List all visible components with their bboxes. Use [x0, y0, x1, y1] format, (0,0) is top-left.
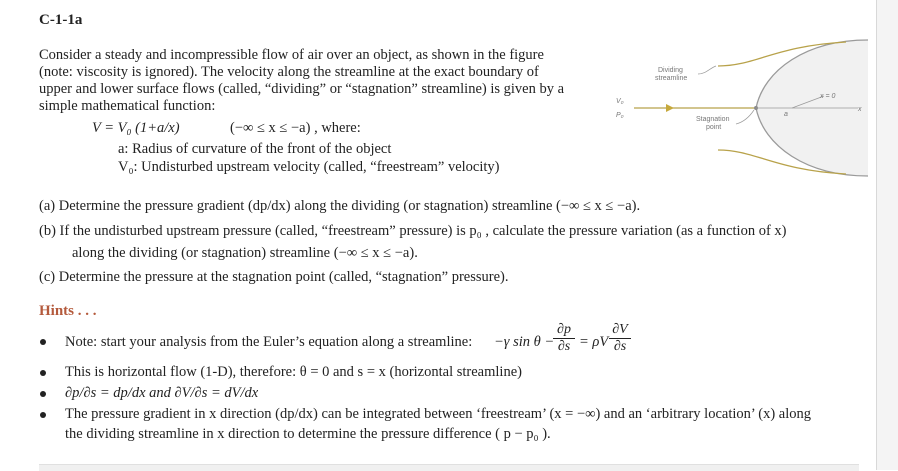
bullet-1: [40, 339, 46, 345]
problem-title: C-1-1a: [39, 12, 83, 28]
bullet-4: [40, 412, 46, 418]
v0-label: V₀: [616, 98, 624, 105]
intro-line-3: upper and lower surface flows (called, “dividing” or “stagnation” streamline) is given by a: [39, 81, 565, 97]
flow-figure: [606, 28, 868, 188]
question-a: (a) Determine the pressure gradient (dp/dx) along the dividing (or stagnation) streamline (−∞ ≤ x ≤ −a).: [39, 198, 641, 214]
bullet-3: [40, 391, 46, 397]
stagnation-label-2: point: [706, 124, 722, 131]
hint-4-line-2: the dividing streamline in x direction to determine the pressure difference ( p − p₀ ).: [65, 426, 551, 442]
hint-1-fraction-dv-ds: [609, 322, 631, 355]
question-c: (c) Determine the pressure at the stagnation point (called, “stagnation” pressure).: [39, 269, 509, 285]
intro-line-1: Consider a steady and incompressible flow of air over an object, as shown in the figure: [39, 47, 544, 63]
question-b-line-1: (b) If the undisturbed upstream pressure (called, “freestream” pressure) is p₀ , calculate the pressure variation (as a function of x): [39, 223, 787, 239]
fraction-numerator: ∂p: [553, 322, 575, 339]
fraction-denominator: ∂s: [613, 339, 627, 354]
fraction-denominator: ∂s: [557, 339, 571, 354]
fraction-numerator: ∂V: [609, 322, 631, 339]
dividing-label-leader: [698, 66, 716, 74]
definition-v0: V₀: Undisturbed upstream velocity (called, “freestream” velocity): [118, 159, 500, 175]
x0-label: x = 0: [820, 93, 836, 100]
hint-2: This is horizontal flow (1-D), therefore: θ = 0 and s = x (horizontal streamline): [65, 364, 522, 380]
p0-label: P₀: [616, 112, 624, 119]
hint-3: ∂p/∂s = dp/dx and ∂V/∂s = dV/dx: [65, 385, 259, 401]
hint-1-euler-lhs: −γ sin θ −: [494, 334, 555, 350]
velocity-equation: V = V₀ (1+a/x): [92, 120, 180, 136]
hint-1-euler-mid: = ρV: [579, 334, 609, 350]
question-b-line-2: along the dividing (or stagnation) streamline (−∞ ≤ x ≤ −a).: [72, 245, 418, 261]
hints-heading: Hints . . .: [39, 303, 97, 319]
equation-domain: (−∞ ≤ x ≤ −a) , where:: [230, 120, 361, 136]
stagnation-label: Stagnation: [696, 116, 730, 123]
dividing-label-2: streamline: [655, 75, 688, 82]
a-label: a: [784, 111, 788, 118]
x-label: x: [858, 106, 862, 113]
dividing-label: Dividing: [658, 67, 683, 74]
definition-a: a: Radius of curvature of the front of the object: [118, 141, 392, 157]
intro-line-2: (note: viscosity is ignored). The velocity along the streamline at the exact boundary of: [39, 64, 539, 80]
flow-arrow-icon: [666, 104, 674, 112]
intro-line-4: simple mathematical function:: [39, 98, 216, 114]
bullet-2: [40, 370, 46, 376]
stagnation-label-leader: [736, 110, 754, 124]
hint-1-fraction-dp-ds: [553, 322, 575, 355]
hint-4-line-1: The pressure gradient in x direction (dp/dx) can be integrated between ‘freestream’ (x = −∞) and an ‘arbitrary location’ (x) along: [65, 406, 812, 422]
right-scroll-area[interactable]: [876, 0, 898, 470]
hint-1-text: Note: start your analysis from the Euler’s equation along a streamline:: [65, 334, 473, 350]
